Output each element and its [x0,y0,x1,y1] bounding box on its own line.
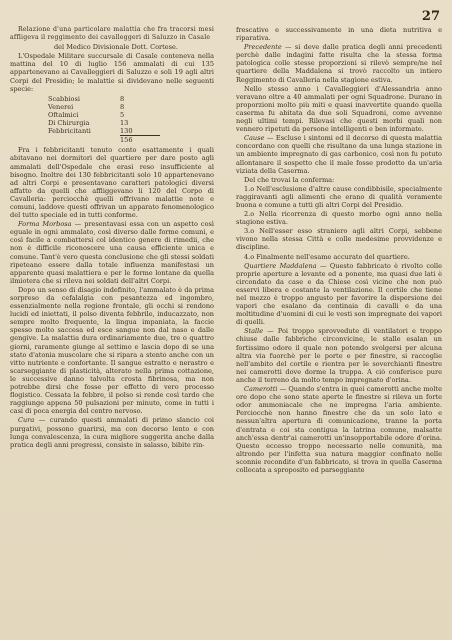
paragraph-alessandria: Nello stesso anno i Cavalleggieri d'Alessandria anno veravano oltre a 40 ammalati per ogni Squadrone. Durano in proporzioni molto più miti e quasi inavvertite quando quella caserma fu abitata da due soli Squadroni, come avvenne negli ultimi tempi. Rilevasi che questi morbi quali non vennero ripetuti da persone intelligenti e ben informate. [236,84,442,134]
stats-row [48,95,160,103]
stats-row [48,119,160,127]
stats-value: 130 [120,127,133,136]
stats-row [48,103,160,111]
paragraph-precedente: Precedente — si deve dalle pratica degli anni precedenti perchè dalle indagini fatte risulta che la stessa forma patologica colle stesse proporzioni si rilevò sempre/ne nel quartiere della Maddalena si trovò raccolto un intiero Reggimento di Cavalleria nella stagione estiva. [236,43,442,84]
stats-value: 8 [120,102,125,111]
section-label: Quartiere Maddalena [244,261,317,270]
stats-label: Di Chirurgia [48,119,90,128]
title-line-1: Relazione d'una particolare malattia che fra tracorsi [18,26,196,33]
paragraph-intro: L'Ospedale Militare succursale di Casale conteneva nella mattina del 10 di luglio 156 ammalati di cui 135 appartenevano ai Cavalleggieri di Saluzzo e soli 19 agli altri Corpi del Presidio; le malattie si dividevano nelle seguenti specie: [10,52,214,93]
paragraph-symptoms: Dopo un senso di disagio indefinito, l'ammalato è da prima sorpreso da cefalalgia con pesantezza ed ingombro, essenzialmente nella regione frontale, gli occhi si rendono lucidi ed iniettati, il polso diventa febbrile, inducazzato, non sempre molto frequente, la lingua impaniata, la faccie spesso molto saccesa ed esce sangue non dal naso e dalle gengive. La malattia dura ordinariamente due, tre o quattro giorni, raramente giunge al settimo e lascia dopo di se una stato d'atonia muscolare che si ripara a stento anche con un vitto nutriente e confortante. Il sangue estratto e nerastro e scarseggiante di plasticità, alterato nella prima cottazione, le successive danno talvolta crosta fibrinosa, ma non potrebbe dirsi che fosse per effetto di vero processo flogistico. Cessata la febbre, il polso si rende così tardo che raggiunge appena 50 pulsazioni per minuto, come in tutti i casi di poca energia del centro nervoso. [10,285,214,416]
section-label: Precedente [244,43,282,52]
section-label: Cura [18,416,35,425]
paragraph-cura: Cura — curando questi ammalati di primo slancio coi purgativi, possono guarirsi, ma con decorso lento e con lunga convalescenza, la cura migliore suggerita anche dalla pratica degli anni pregressi, consiste in salasso, bibite rin- [10,416,214,449]
paragraph-point-2: 2.o Nella ricorrenza di questo morbo ogni anno nella stagione estiva. [236,210,442,227]
stats-label: Oftalmici [48,110,79,119]
stats-value: 8 [120,94,125,103]
page-number: 27 [421,9,440,24]
report-title [10,26,214,42]
title-line-2: mesi affligeva il reggimento dei cavalleggeri di [10,26,214,42]
paragraph-quartiere: Quartiere Maddalena — Questo fabbricato è rivolto colle proprie aperture a levante ed a ponente, ma quasi due lati è circondato da case e da Chiese così vicine che non può esservi libera e costante la ventilazione. Il cortile che tiene nel mezzo è troppo angusto per favorire la dispersione dei vapori che esalano da centinaia di cavalli e da una moltitudine d'uomini di cui le vesti son impregnate dei vapori di quelli. [236,261,442,327]
section-label: Stalle [244,327,264,336]
stats-label: Scabbiosi [48,94,80,103]
stats-value: 13 [120,119,129,128]
paragraph-point-1: 1.o Nell'esclusione d'altre cause condibbisile, specialmente raggiravanti agli alimenti che erano di qualità veramente buona e comune a tutti gli altri Corpi del Presidio. [236,184,442,209]
title-line-3: Saluzzo in Casale [151,34,211,42]
paragraph-forma-morbosa: Forma Morbosa — presentavasi essa con un aspetto così eguale in ogni ammalato, così diverso dalle forme comuni, e così facile a combattersi col identico genere di rimedii, che non è difficile riconoscere una causa efficiente unica e comune. Tant'è vero questa conclusione che gli stessi soldati ripeteano essere dalla totale influenza manifestasi un apparente quasi malattiera e per le forme lontane da quella ilmiotera che si rileva nei soldati dell'altri Corpi. [10,220,214,285]
section-label: Cause [244,134,265,143]
paragraph-point-3: 3.o Nell'esser esso straniero agli altri Corpi, sebbene vivono nella stessa Città e colle medesime provvidenze e discipline. [236,227,442,252]
stats-total: 156 [120,135,160,144]
section-label: Camerotti [244,385,278,394]
stats-label: Febbricitanti [48,127,91,136]
paragraph-camerotti: Camerotti — Quando s'entra in quei camerotti anche molte ore dopo che sono state aperte le finestre si rileva un forte odor ammoniacale che ne impregna l'aria ambiente. Perciocchè non hanno finestre che da un solo lato e nessun'altra apertura di comunicazione, tranne la porta d'entrata e coi sta contigua la latrina comune, malsatte anch'essa dentr'ai camerotti un'insopportabile odore d'orina. Questo eccesso troppo necessario nelle comunità, ma altrondo per l'infetta sua natura maggior confinato nelle sconnie recondite d'un fabbricato, si trova in quella Caserma collocata a sproposito ed parseggiante [236,385,442,474]
stats-value: 5 [120,110,125,119]
right-column [236,26,442,475]
stats-total-row [48,135,160,144]
section-label: Forma Morbosa [18,220,72,229]
stats-label: Venerei [48,102,74,111]
left-column [10,26,214,450]
stats-row [48,111,160,119]
report-byline: del Medico Divisionale Dott. Cortese. [53,43,178,52]
paragraph-conferma: Del che trovai la conferma: [244,175,335,184]
stats-row [48,127,160,135]
paragraph-fever-cases: Fra i febbricitanti tenuto conto esattamente i quali abitavano nei dormitori del quartiere per dare posto agli ammalati dell'Ospedale che erasi reso insufficiente al bisogno. Inoltre dei 130 febbricitanti solo 10 appartenevano ad altri Corpi e presentavano caratteri patologici diversi affatto da quelli che affliggevano li 120 del Corpo di Cavalleria: perciocchè quelli offrivano malattie note e comuni, laddove questi offrivan un apparato fenomenologico del tutto speciale ed in tutti conforme. [10,146,214,220]
paragraph-point-4: 4.o Finalmente nell'esame accurato del quartiere. [244,252,410,261]
paragraph-stalle: Stalle — Poi troppo sprovvedute di ventilatori e troppo chiuse dalle fabbriche circonvicine, le stalle esalan un fortissimo odore il quale non potendo svolgersi per alcuna altra via fuorchè per le porte e per finestre, si raccoglie nell'ambito del cortile e rientra per le soverchianti finestre nei camerotti dove dorme la truppa. A ciò conferisce pure anche il terreno da molto tempo impregnato d'orina. [236,327,442,384]
disease-statistics [48,95,214,145]
paragraph-continuation: frescative e successivamente in una dieta nutritiva e riparativa. [236,26,442,43]
paragraph-cause: Cause — Escluse i sintomi ed il decorso di questa malattia concordano con quelli che risultano da una lunga stazione in un ambiente impregnato di gas carbonico, così non fu potuto allontanare il sospetto che il male fosse prodotto da un'aria viziata della Caserma. [236,134,442,175]
